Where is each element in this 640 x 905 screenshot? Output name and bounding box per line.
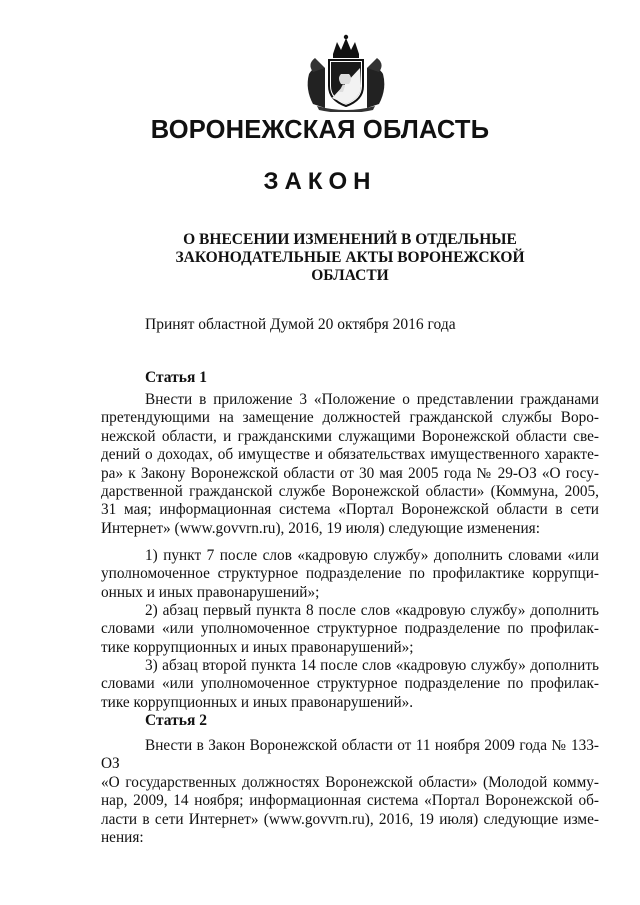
text-line: нения: [101,829,144,847]
text-line: 2) абзац первый пункта 8 после слов «кадровую службу» дополнить [145,602,599,619]
article-2-intro [101,737,599,847]
text-line: дарственной гражданской службе Воронежской области» (Коммуна, 2005, [101,483,599,501]
text-line: ра» к Закону Воронежской области от 30 мая 2005 года № 29-ОЗ «О госу- [101,464,599,482]
article-1-item-2 [101,602,599,657]
text-line: ласти в сети Интернет» (www.govvrn.ru), 2016, 19 июля) следующие изме- [101,810,599,828]
text-line: нежской области, и гражданскими служащими Воронежской области све- [101,427,599,445]
text-line: словами «или уполномоченное структурное подразделение по профилак- [101,675,599,693]
text-line: Внести в приложение 3 «Положение о представлении гражданами [145,391,599,408]
article-1-intro [101,391,599,538]
text-line: 1) пункт 7 после слов «кадровую службу» дополнить словами «или [145,547,599,564]
text-line: «О государственных должностях Воронежской области» (Молодой комму- [101,773,599,791]
text-line: уполномоченное структурное подразделение по профилактике коррупци- [101,565,599,583]
text-line: онных и иных правонарушений»; [101,583,320,601]
text-line: дений о доходах, об имуществе и обязательствах имущественного характе- [101,446,599,464]
text-line: тике коррупционных и иных правонарушений». [101,693,414,711]
text-line: тике коррупционных и иных правонарушений»; [101,638,414,656]
text-line: 3) абзац второй пункта 14 после слов «кадровую службу» дополнить [145,657,599,674]
article-1-heading: Статья 1 [145,369,207,386]
law-subject-heading [130,231,570,285]
text-line: претендующими на замещение должностей гражданской службы Воро- [101,409,599,427]
text-line: словами «или уполномоченное структурное подразделение по профилак- [101,620,599,638]
subject-line: ОБЛАСТИ [311,267,389,284]
text-line: Интернет» (www.govvrn.ru), 2016, 19 июля) следующие изменения: [101,519,540,537]
subject-line: О ВНЕСЕНИИ ИЗМЕНЕНИЙ В ОТДЕЛЬНЫЕ [183,231,517,248]
article-1-item-1 [101,547,599,602]
article-2-heading: Статья 2 [145,712,207,729]
region-title: ВОРОНЕЖСКАЯ ОБЛАСТЬ [150,116,490,144]
text-line: Внести в Закон Воронежской области от 11 ноября 2009 года № 133-ОЗ [101,737,599,773]
article-1-item-3 [101,657,599,712]
subject-line: ЗАКОНОДАТЕЛЬНЫЕ АКТЫ ВОРОНЕЖСКОЙ [175,249,525,266]
adoption-date: Принят областной Думой 20 октября 2016 года [145,316,456,333]
text-line: нар, 2009, 14 ноября; информационная система «Портал Воронежской об- [101,792,599,810]
document-type-title: ЗАКОН [263,168,377,195]
text-line: 31 мая; информационная система «Портал Воронежской области в сети [101,501,599,519]
coat-of-arms-emblem [303,34,389,112]
